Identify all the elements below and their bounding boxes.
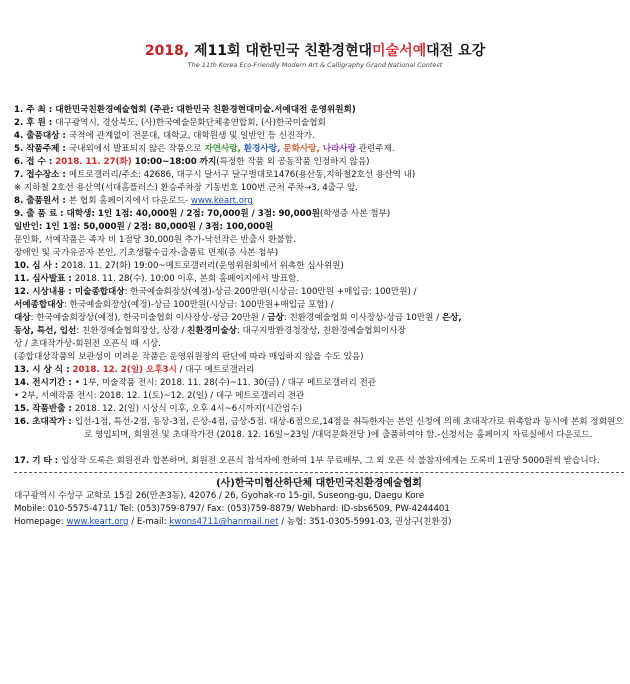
footer-address: 대구광역시 수성구 교학로 15길 26(만촌3동), 42076 / 26, Gyohak-ro 15-gil, Suseong-gu, Daegu Kore [14, 491, 425, 501]
item-venue: 7. 접수장소 : 메트로갤러리/주소: 42686, 대구시 달서구 달구벌대로1476(용산동,지하철2호선 용산역 내) [14, 170, 416, 180]
item-fee-scroll: 문인화, 서예작품은 족자 비 1점당 30,000원 추가-낙선작은 반출시 환불함. [14, 235, 296, 245]
item-exhibition: 14. 전시기간 : • 1부, 미술작품 전시: 2018. 11. 28(수)~11. 30(금) / 대구 메트로갤러리 전관 [14, 378, 377, 388]
title-year: 2018, [144, 43, 190, 59]
title-highlight: 미술서예 [372, 43, 427, 59]
item-organizer: 1. 주 최 : 대한민국친환경예술협회 (주관: 대한민국 친환경현대미술.서예대전 운영위원회) [14, 105, 356, 115]
email-link[interactable]: kwons4711@hanmail.net [169, 517, 279, 527]
item-awards: 12. 시상내용 : 미술종합대상: 한국예술회장상(예정)-상금 200만원(시상금: 100만원 +매입금: 100만원) / [14, 287, 417, 297]
item-return: 15. 작품반출 : 2018. 12. 2(일) 시상식 이후, 오후 4시~6시까지(시간엄수) [14, 404, 303, 414]
website-link[interactable]: www.keart.org [190, 196, 253, 206]
item-judging: 10. 심 사 : 2018. 11. 27(화) 19:00~메트로갤러리(운영위원회에서 위촉한 심사위원) [14, 261, 344, 271]
item-sponsor: 2. 후 원 : 대구광역시, 경상북도, (사)한국예술문화단체총연합회, (사)한국미술협회 [14, 118, 326, 128]
contest-guidelines [14, 104, 624, 529]
item-venue-note: ※ 지하철 2호선 용산역(서대홈플러스) 환승주차장 기동번호 100번 근처 주차→3, 4출구 앞. [14, 183, 359, 193]
homepage-link[interactable]: www.keart.org [66, 517, 129, 527]
item-application: 8. 출품원서 : 본 협회 홈페이지에서 다운로드- www.keart.org [14, 196, 253, 206]
item-awards-other: 동상, 특선, 입선: 친환경예술협회장상, 상장 / 친환경미술상: 대구지방환경청장상, 친환경예술협회이사장 [14, 326, 406, 336]
page-title [0, 40, 630, 60]
footer-contact: Mobile: 010-5575-4711/ Tel: (053)759-8797/ Fax: (053)759-8879/ Webhard: ID-sbs6509, PW-4244401 [14, 504, 450, 514]
item-ceremony: 13. 시 상 식 : 2018. 12. 2(일) 오후3시 / 대구 메트로갤러리 [14, 365, 255, 375]
item-etc: 17. 기 타 : 입상작 도록은 회원전과 합본하며, 회원전 오픈식 참석자에 한하여 1부 무료배부, 그 외 오픈 식 불참자에게는 도록비 1권당 5000원씩 받습니다. [14, 456, 600, 466]
item-fee-exempt: 장애인 및 국가유공자 본인, 기초생활수급자-출품료 면제(증 사본 첨부) [14, 248, 279, 258]
item-awards-note: (종합대상작품의 보관성이 미려운 작품은 운영위원장의 판단에 따라 매입하지 않을 수도 있음) [14, 352, 364, 362]
item-eligibility: 4. 출품대상 : 국적에 관계없이 전문대, 대학교, 대학원생 및 일반인 등 신진작가. [14, 131, 315, 141]
item-fee-general: 일반인: 1인 1점: 50,000원 / 2점: 80,000원 / 3점: 100,000원 [14, 222, 274, 232]
item-awards-invited: 상 / 초대작가상-회원전 오픈식 때 시상. [14, 339, 161, 349]
footer-links: Homepage: www.keart.org / E-mail: kwons4711@hanmail.net / 농협: 351-0305-5991-03, 권상구(친환경) [14, 517, 452, 527]
item-fee: 9. 출 품 료 : 대학생: 1인 1점: 40,000원 / 2점: 70,000원 / 3점: 90,000원(학생증 사본 첨부) [14, 209, 391, 219]
footer-divider [14, 472, 624, 473]
footer-org: (사)한국미협산하단체 대한민국친환경예술협회 [216, 478, 422, 489]
item-submission: 6. 접 수 : 2018. 11. 27(화) 10:00~18:00 까지(특정한 작품 외 공동작품 인정하지 않음) [14, 157, 370, 167]
item-awards-calligraphy: 서예종합대상: 한국예술회장상(예정)-상금 100만원(시상금: 100만원+매입금 포함) / [14, 300, 334, 310]
title-end: 대전 요강 [426, 43, 486, 59]
item-theme: 5. 작품주제 : 국내외에서 발표되지 않은 작품으로 자연사랑, 환경사랑, 문화사랑, 나라사랑 관련주제. [14, 144, 395, 154]
item-exhibition-part2: • 2부, 서예작품 전시: 2018. 12. 1(토)~12. 2(일) / 대구 메트로갤러리 전관 [14, 391, 305, 401]
item-announcement: 11. 심사발표 : 2018. 11. 28(수). 10:00 이후, 본회 홈페이지에서 발표함. [14, 274, 300, 284]
page-subtitle: The 11th Korea Eco-Friendly Modern Art & Calligraphy Grand National Contest [187, 61, 443, 69]
title-main: 제11회 대한민국 친환경현대 [189, 43, 373, 59]
item-invited-artist: 16. 초대작가 : 입선-1점, 특선-2점, 동상-3점, 은상-4점, 금상-5점. 대상-6점으로,14점을 취득한자는 본인 신청에 의해 초대작가로 위촉함과 동시에 본회 정회원으로 영입되며, 회원전 및 초대작가전 (2018. 12. 16일~23일 /대덕문화전당 )에 출품하여야 함.-신청서는 홈페이지 자료실에서 다운로드. [14, 417, 624, 440]
item-awards-grand: 대상: 한국예술회장상(예정), 한국미술협회 이사장상-상금 20만원 / 금상: 친환경예술협회 이사장상-상금 10만원 / 은상, [14, 313, 462, 323]
